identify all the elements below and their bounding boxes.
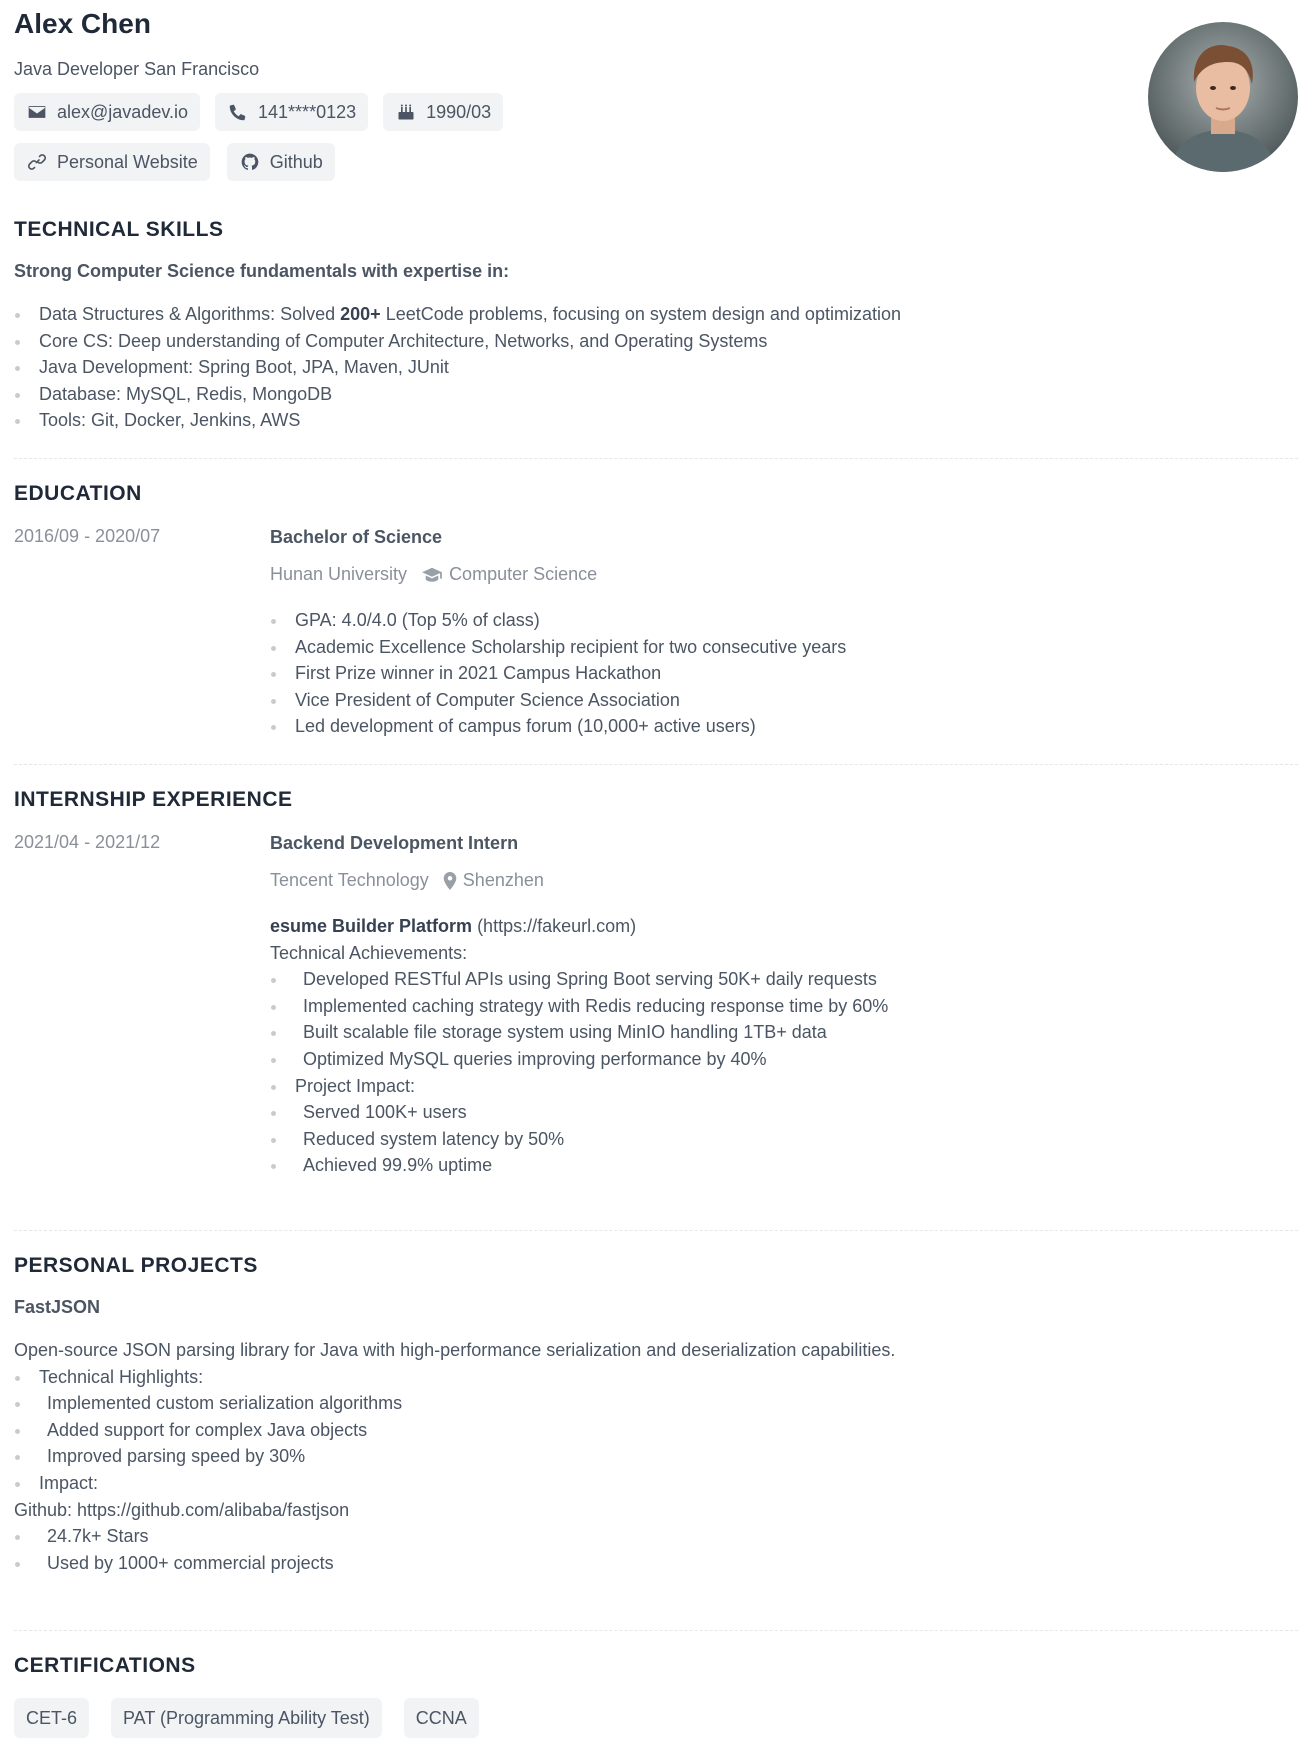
internship-section [14, 788, 1298, 1208]
personal-website-link[interactable] [14, 143, 210, 181]
list-item: Tools: Git, Docker, Jenkins, AWS [14, 407, 1298, 434]
skill-dsa-prefix: Data Structures & Algorithms: Solved [39, 304, 341, 324]
certification-chips [14, 1698, 1298, 1738]
phone-chip[interactable] [215, 93, 368, 131]
section-divider [14, 764, 1298, 765]
birthday-cake-icon [395, 101, 417, 123]
company-name: Tencent Technology [270, 870, 429, 890]
envelope-icon [26, 101, 48, 123]
list-item: Core CS: Deep understanding of Computer Architecture, Networks, and Operating Systems [14, 328, 1298, 355]
education-title: EDUCATION [14, 482, 142, 505]
birthday-chip [383, 93, 503, 131]
birthday-text: 1990/03 [426, 101, 492, 122]
project-name: esume Builder Platform [270, 916, 473, 936]
github-url-line[interactable]: Github: https://github.com/alibaba/fastjson [14, 1499, 350, 1520]
phone-text: 141****0123 [258, 101, 357, 122]
education-list [270, 607, 846, 740]
impact-label: Project Impact: [270, 1073, 888, 1100]
section-divider [14, 458, 1298, 459]
skills-list [14, 301, 1298, 434]
achievements-label: Technical Achievements: [270, 942, 468, 963]
education-meta [270, 564, 846, 585]
list-item: Vice President of Computer Science Association [270, 687, 846, 714]
leetcode-count: 200+ [340, 304, 381, 324]
achievements-list [270, 966, 888, 1179]
cert-badge: CCNA [404, 1698, 479, 1738]
location: Shenzhen [462, 870, 544, 890]
internship-entry [270, 832, 888, 1179]
education-date: 2016/09 - 2020/07 [14, 526, 161, 546]
internship-title: INTERNSHIP EXPERIENCE [14, 788, 293, 811]
list-item: Led development of campus forum (10,000+ active users) [270, 713, 846, 740]
contact-chips [14, 93, 1312, 131]
github-icon [239, 151, 261, 173]
list-item: First Prize winner in 2021 Campus Hackathon [270, 660, 846, 687]
candidate-subtitle: Java Developer San Francisco [14, 59, 260, 79]
list-item: Implemented caching strategy with Redis reducing response time by 60% [270, 993, 888, 1020]
list-item: Java Development: Spring Boot, JPA, Maven, JUnit [14, 354, 1298, 381]
project-title: FastJSON [14, 1297, 101, 1317]
graduation-cap-icon [421, 566, 443, 584]
personal-website-label: Personal Website [57, 151, 198, 172]
list-item: Improved parsing speed by 30% [14, 1443, 1298, 1470]
link-icon [26, 151, 48, 173]
list-item: Optimized MySQL queries improving performance by 40% [270, 1046, 888, 1073]
list-item: Built scalable file storage system using MinIO handling 1TB+ data [270, 1019, 888, 1046]
github-link[interactable] [227, 143, 335, 181]
list-item: Achieved 99.9% uptime [270, 1152, 888, 1179]
list-item: Developed RESTful APIs using Spring Boot serving 50K+ daily requests [270, 966, 888, 993]
projects-title: PERSONAL PROJECTS [14, 1254, 258, 1277]
role: Backend Development Intern [270, 833, 519, 853]
candidate-name: Alex Chen [14, 8, 151, 39]
internship-date: 2021/04 - 2021/12 [14, 832, 161, 852]
skills-lead: Strong Computer Science fundamentals with expertise in: [14, 261, 510, 281]
list-item: Academic Excellence Scholarship recipient for two consecutive years [270, 634, 846, 661]
projects-section [14, 1254, 1298, 1576]
list-item [14, 301, 1298, 328]
list-item: Reduced system latency by 50% [270, 1126, 888, 1153]
certifications-section [14, 1654, 1298, 1738]
project-details-list [14, 1364, 1298, 1577]
section-divider [14, 1630, 1298, 1631]
list-item: Implemented custom serialization algorithms [14, 1390, 1298, 1417]
avatar [1148, 22, 1298, 172]
degree: Bachelor of Science [270, 527, 443, 547]
phone-icon [227, 101, 249, 123]
education-entry [270, 526, 846, 740]
impact-label: Impact: [14, 1470, 1298, 1497]
education-section [14, 482, 1298, 762]
highlights-label: Technical Highlights: [14, 1364, 1298, 1391]
skill-dsa-suffix: LeetCode problems, focusing on system design and optimization [380, 304, 901, 324]
project-description: Open-source JSON parsing library for Java with high-performance serialization and deserialization capabilities. [14, 1340, 896, 1360]
list-item: Used by 1000+ commercial projects [14, 1550, 1298, 1577]
project-line [270, 913, 888, 940]
list-item: Added support for complex Java objects [14, 1417, 1298, 1444]
major: Computer Science [449, 564, 598, 584]
list-item: Served 100K+ users [270, 1099, 888, 1126]
avatar-portrait [1148, 22, 1298, 172]
email-chip[interactable] [14, 93, 200, 131]
list-item: GPA: 4.0/4.0 (Top 5% of class) [270, 607, 846, 634]
certifications-title: CERTIFICATIONS [14, 1654, 196, 1677]
cert-badge: CET-6 [14, 1698, 89, 1738]
map-marker-icon [443, 872, 457, 890]
skills-section [14, 218, 1298, 434]
school-name: Hunan University [270, 564, 408, 584]
cert-badge: PAT (Programming Ability Test) [111, 1698, 382, 1738]
internship-meta [270, 870, 888, 891]
project-url[interactable]: (https://fakeurl.com) [472, 916, 637, 936]
link-chips [14, 143, 1312, 181]
list-item: Database: MySQL, Redis, MongoDB [14, 381, 1298, 408]
list-item: 24.7k+ Stars [14, 1523, 1298, 1550]
section-divider [14, 1230, 1298, 1231]
skills-title: TECHNICAL SKILLS [14, 218, 224, 241]
resume-header [0, 0, 1312, 181]
email-text: alex@javadev.io [57, 101, 189, 122]
github-label: Github [269, 151, 323, 172]
